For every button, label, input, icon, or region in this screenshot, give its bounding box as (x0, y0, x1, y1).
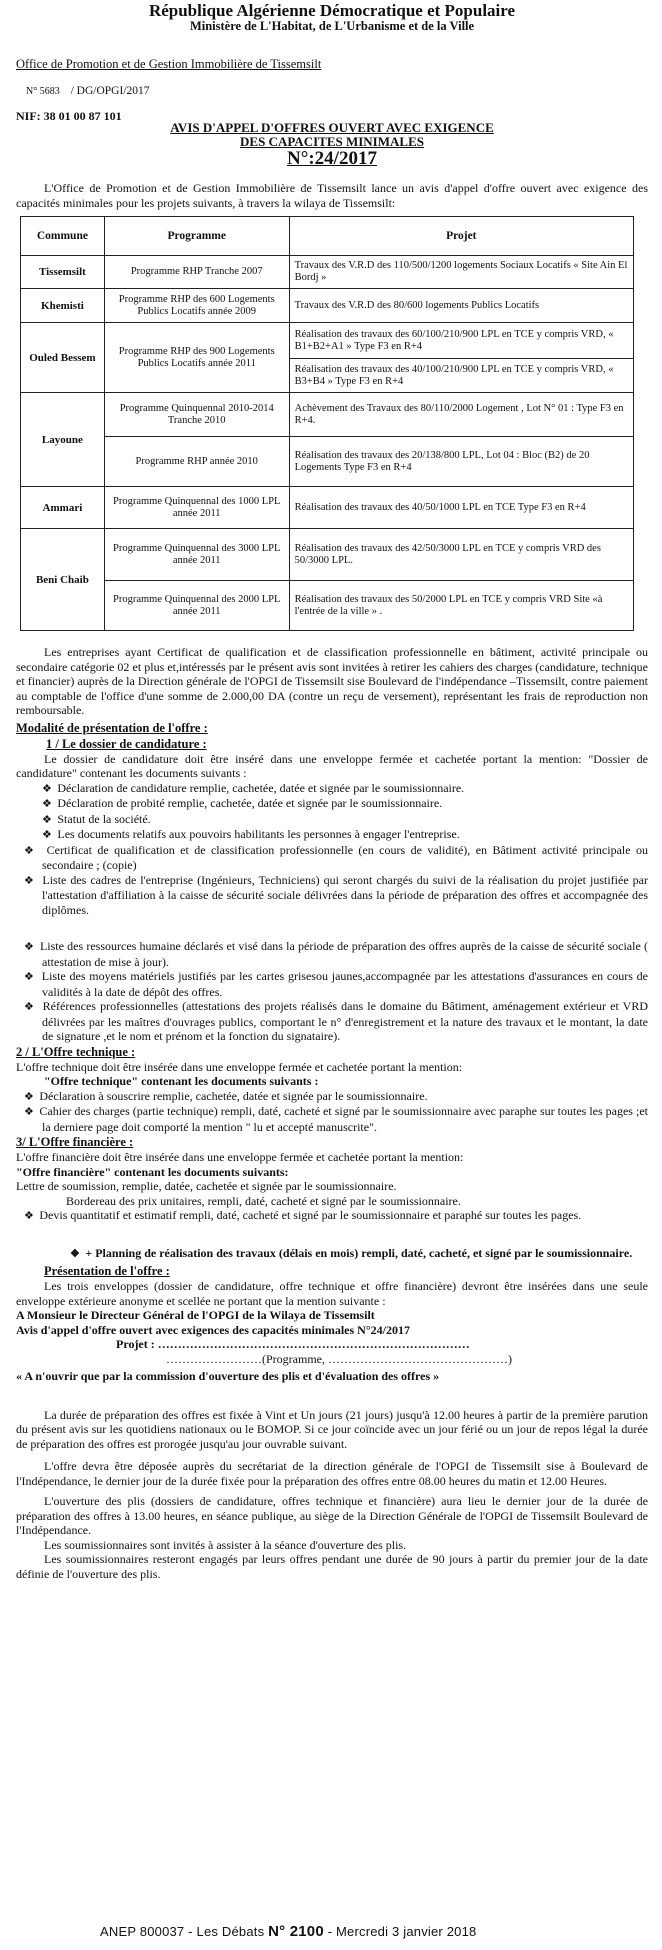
table-row (21, 529, 634, 581)
commune-cell: Khemisti (21, 289, 105, 323)
planning-text: + Planning de réalisation des travaux (délais en mois) rempli, daté, cacheté, et signé par le soumissionnaire. (85, 1245, 633, 1260)
list-item: ❖ Liste des ressources humaine déclarés et visé dans la période de préparation des offres auprès de la caisse de sécurité sociale ( attestation de mise à jour). (24, 939, 648, 969)
presentation-text: Les trois enveloppes (dossier de candidature, offre technique et offre financière) devront être insérées dans une seule enveloppe extérieure anonyme et scellée ne portant que la mention suivante : (16, 1279, 648, 1308)
list-item-text: Les documents relatifs aux pouvoirs habilitants les personnes à engager l'entreprise. (57, 827, 460, 841)
programme-cell: Programme Quinquennal des 1000 LPL année 2011 (104, 487, 289, 529)
presentation-title: Présentation de l'offre : (44, 1264, 170, 1278)
projet-cell: Réalisation des travaux des 20/138/800 LPL, Lot 04 : Bloc (B2) de 20 Logements Type F3 en R+4 (289, 437, 633, 487)
closing-paragraph: L'ouverture des plis (dossiers de candidature, offres technique et financière) aura lieu le dernier jour de la durée de préparation des offres à 13.00 heures, en séance publique, au siège de la Direction Générale de l'OPGI de Tissemsilt Boulevard de l'Indépendance. (16, 1494, 648, 1537)
opening-mention: « A n'ouvrir que par la commission d'ouverture des plis et d'évaluation des offres » (16, 1369, 440, 1383)
list-item-text: Déclaration à souscrire remplie, cachetée, datée et signée par le soumissionnaire. (39, 1088, 428, 1103)
notice-page (16, 0, 648, 1950)
programme-cell: Programme Quinquennal des 3000 LPL année 2011 (104, 529, 289, 581)
projet-cell: Travaux des V.R.D des 110/500/1200 logements Sociaux Locatifs « Site Ain El Bordj » (289, 256, 633, 289)
newspaper-footer (100, 1923, 476, 1940)
list-item: ❖ Les documents relatifs aux pouvoirs habilitants les personnes à engager l'entreprise. (42, 827, 460, 841)
projet-cell: Réalisation des travaux des 40/100/210/900 LPL en TCE y compris VRD, « B3+B4 » Type F3 en R+4 (289, 359, 633, 393)
projet-cell: Travaux des V.R.D des 80/600 logements Publics Locatifs (289, 289, 633, 323)
commune-cell: Beni Chaib (21, 529, 105, 631)
commune-cell: Tissemsilt (21, 256, 105, 289)
closing-paragraph: Les soumissionnaires resteront engagés par leurs offres pendant une durée de 90 jours à partir du premier jour de la date définie de l'ouverture des plis. (16, 1552, 648, 1581)
table-header-cell: Commune (21, 217, 105, 256)
table-row (21, 437, 634, 487)
bordereau-prix: Bordereau des prix unitaires, rempli, daté, cacheté et signé par le soumissionnaire. (66, 1193, 461, 1208)
list-item-text: Cahier des charges (partie technique) rempli, daté, cacheté et signé par le soumissionnaire avec paraphe sur toutes les pages ;et la derniere page doit comporté la mention " lu et accepté manuscrite". (39, 1104, 648, 1134)
nif-number: NIF: 38 01 00 87 101 (16, 109, 122, 123)
enterprises-paragraph: Les entreprises ayant Certificat de qualification et de classification professionnelle en bâtiment, activité principale ou secondaire catégorie 02 et plus et,intéressés par le présent avis sont invitées à retirer les cahiers des charges (candidature, technique et financier) auprès de la Direction générale de l'OPGI de Tissemsilt sise Boulevard de l'indépendance –Tissemsilt, contre paiement au comptable de l'office d'une somme de 2.000,00 DA (contre un reçu de versement), représentant les frais de reproduction non remboursable. (16, 645, 648, 717)
address-line1: A Monsieur le Directeur Général de l'OPGI de la Wilaya de Tissemsilt (16, 1308, 375, 1322)
table-row (21, 289, 634, 323)
table-row (21, 581, 634, 631)
reference-dg: / DG/OPGI/2017 (70, 85, 150, 97)
projects-table (20, 216, 634, 631)
programme-cell: Programme RHP année 2010 (104, 437, 289, 487)
projet-cell: Réalisation des travaux des 40/50/1000 LPL en TCE Type F3 en R+4 (289, 487, 633, 529)
table-row (21, 256, 634, 289)
programme-cell: Programme RHP des 900 Logements Publics Locatifs année 2011 (104, 323, 289, 393)
list-item-text: Liste des ressources humaine déclarés et visé dans la période de préparation des offres auprès de la caisse de sécurité sociale ( attestation de mise à jour). (39, 939, 648, 969)
projet-cell: Réalisation des travaux des 60/100/210/900 LPL en TCE y compris VRD, « B1+B2+A1 » Type F3 en R+4 (289, 323, 633, 359)
list-item: ❖ + Planning de réalisation des travaux (délais en mois) rempli, daté, cacheté, et signé par le soumissionnaire. (70, 1245, 633, 1260)
technique-mention: "Offre technique" contenant les documents suivants : (44, 1074, 319, 1088)
closing-paragraph: L'offre devra être déposée auprès du secrétariat de la direction générale de l'OPGI de Tissemsilt sise à Boulevard de l'Indépendance, le dernier jour de la durée fixée pour la préparation des offres entre 08.00 heures du matin et 12.00 Heures. (16, 1459, 648, 1488)
candidature-text: Le dossier de candidature doit être inséré dans une enveloppe fermée et cachetée portant la mention: "Dossier de candidature" contenant les documents suivants : (16, 751, 648, 780)
table-header-cell: Projet (289, 217, 633, 256)
programme-cell: Programme RHP des 600 Logements Publics Locatifs année 2009 (104, 289, 289, 323)
list-item-text: Déclaration de probité remplie, cachetée, datée et signée par le soumissionnaire. (57, 796, 443, 810)
list-item-text: Liste des moyens matériels justifiés par les cartes grisesou jaunes,accompagnée par les attestations d'assurances en cours de validités à la date de dépôt des offres. (41, 969, 648, 999)
list-item-text: Références professionnelles (attestations des projets réalisés dans le domaine du Bâtiment, aménagement extérieur et VRD délivrées par les maîtres d'ouvrages publics, comportant le n° d'enregistrement et la nature des travaux et le montant, la date de signature ,et le nom et prénom et la fonction du signataire). (42, 999, 648, 1043)
lettre-soumission: Lettre de soumission, remplie, datée, cachetée et signée par le soumissionnaire. (16, 1179, 397, 1193)
projet-cell: Réalisation des travaux des 50/2000 LPL en TCE y compris VRD Site «à l'entrée de la ville » . (289, 581, 633, 631)
notice-number: N°:24/2017 (287, 148, 377, 169)
list-item: ❖ Déclaration à souscrire remplie, cachetée, datée et signée par le soumissionnaire. (24, 1088, 428, 1103)
programme-cell: Programme Quinquennal 2010-2014 Tranche 2010 (104, 393, 289, 437)
certificat-text: Certificat de qualification et de classification professionnelle (en cours de validité), en Bâtiment activité principale ou secondaire ; (copie) (42, 842, 648, 872)
table-row (21, 487, 634, 529)
address-line2: Avis d'appel d'offre ouvert avec exigences des capacités minimales N°24/2017 (16, 1322, 410, 1337)
programme-cell: Programme Quinquennal des 2000 LPL année 2011 (104, 581, 289, 631)
closing-paragraph: Les soumissionnaires sont invités à assister à la séance d'ouverture des plis. (44, 1537, 407, 1552)
reference-line (16, 84, 648, 99)
technique-title: 2 / L'Offre technique : (16, 1044, 136, 1059)
footer-date: - Mercredi 3 janvier 2018 (327, 1924, 477, 1939)
devis-text: Devis quantitatif et estimatif rempli, daté, cacheté et signé par le soumissionnaire et paraphé sur toutes les pages. (39, 1208, 582, 1222)
notice-title-line1: AVIS D'APPEL D'OFFRES OUVERT AVEC EXIGENCE (170, 120, 494, 135)
list-item: ❖ Statut de la société. (42, 811, 151, 826)
footer-issue: N° 2100 (268, 1923, 324, 1940)
commune-cell: Ouled Bessem (21, 323, 105, 393)
list-item: ❖ Liste des moyens matériels justifiés par les cartes grisesou jaunes,accompagnée par les attestations d'assurances en cours de validités à la date de dépôt des offres. (24, 969, 648, 999)
list-item: ❖ Devis quantitatif et estimatif rempli, daté, cacheté et signé par le soumissionnaire et paraphé sur toutes les pages. (24, 1208, 582, 1222)
closing-paragraph: La durée de préparation des offres est fixée à Vint et Un jours (21 jours) jusqu'à 12.00 heures à partir de la première parution du présent avis sur les quotidiens nationaux ou le BOMOP. Si ce jour coïncide avec un jour férié ou un jour de repos légal la durée de préparation des offres est prorogée jusqu'au jour ouvrable suivant. (16, 1407, 648, 1451)
table-header-row (21, 217, 634, 256)
projet-line: Projet : …………………………………………………………………… (116, 1337, 470, 1351)
intro-paragraph: L'Office de Promotion et de Gestion Immobilière de Tissemsilt lance un avis d'appel d'offre ouvert avec exigence des capacités minimales pour les projets suivants, à travers la wilaya de Tissemsilt: (16, 181, 648, 210)
list-item: ❖ Références professionnelles (attestations des projets réalisés dans le domaine du Bâtiment, aménagement extérieur et VRD délivrées par les maîtres d'ouvrages publics, comportant le n° d'enregistrement et la nature des travaux et le montant, la date de signature ,et le nom et prénom et la fonction du signataire). (24, 999, 648, 1043)
list-item: ❖ Déclaration de probité remplie, cachetée, datée et signée par le soumissionnaire. (42, 796, 443, 810)
projet-cell: Réalisation des travaux des 42/50/3000 LPL en TCE y compris VRD des 50/3000 LPL. (289, 529, 633, 581)
table-header-cell: Programme (104, 217, 289, 256)
footer-anep: ANEP 800037 - Les Débats (100, 1924, 265, 1939)
reference-number: N° 5683 (26, 86, 60, 97)
projet-cell: Achèvement des Travaux des 80/110/2000 Logement , Lot N° 01 : Type F3 en R+4. (289, 393, 633, 437)
modalite-title: Modalité de présentation de l'offre : (16, 720, 208, 735)
financiere-title: 3/ L'Offre financière : (16, 1135, 134, 1149)
list-item: ❖ Liste des cadres de l'entreprise (Ingénieurs, Techniciens) qui seront chargés du suivi de la réalisation du projet justifiée par l'attestation d'affiliation à la caisse de sécurité sociale délivrées dans la période de préparation des offres et accompagnée des diplômes. (24, 872, 648, 917)
programme-cell: Programme RHP Tranche 2007 (104, 256, 289, 289)
table-row (21, 323, 634, 359)
commune-cell: Ammari (21, 487, 105, 529)
table-row (21, 393, 634, 437)
list-item: ❖ Déclaration de candidature remplie, cachetée, datée et signée par le soumissionnaire. (42, 780, 465, 795)
programme-line: ……………………(Programme, ………………………………………) (166, 1351, 512, 1366)
list-item: ❖ Certificat de qualification et de classification professionnelle (en cours de validité), en Bâtiment activité principale ou secondaire ; (copie) (24, 842, 648, 872)
candidature-title: 1 / Le dossier de candidature : (46, 736, 207, 751)
financiere-text: L'offre financière doit être insérée dans une enveloppe fermée et cachetée portant la mention: (16, 1150, 464, 1164)
list-item-text: Déclaration de candidature remplie, cachetée, datée et signée par le soumissionnaire. (57, 780, 465, 795)
republic-header: République Algérienne Démocratique et Populaire (148, 1, 516, 20)
notice-title-line2: DES CAPACITES MINIMALES (240, 134, 424, 149)
list-item-text: Statut de la société. (57, 811, 151, 826)
technique-text: L'offre technique doit être insérée dans une enveloppe fermée et cachetée portant la mention: (16, 1059, 463, 1074)
list-item: ❖ Cahier des charges (partie technique) rempli, daté, cacheté et signé par le soumissionnaire avec paraphe sur toutes les pages ;et la derniere page doit comporté la mention " lu et accepté manuscrite". (24, 1104, 648, 1134)
commune-cell: Layoune (21, 393, 105, 487)
financiere-mention: "Offre financière" contenant les documents suivants: (16, 1164, 289, 1179)
ministry-header: Ministère de L'Habitat, de L'Urbanisme et de la Ville (189, 19, 475, 33)
list-item-text: Liste des cadres de l'entreprise (Ingénieurs, Techniciens) qui seront chargés du suivi de la réalisation du projet justifiée par l'attestation d'affiliation à la caisse de sécurité sociale délivrées dans la période de préparation des offres et accompagnée des diplômes. (42, 872, 648, 917)
office-name: Office de Promotion et de Gestion Immobilière de Tissemsilt (16, 57, 322, 71)
